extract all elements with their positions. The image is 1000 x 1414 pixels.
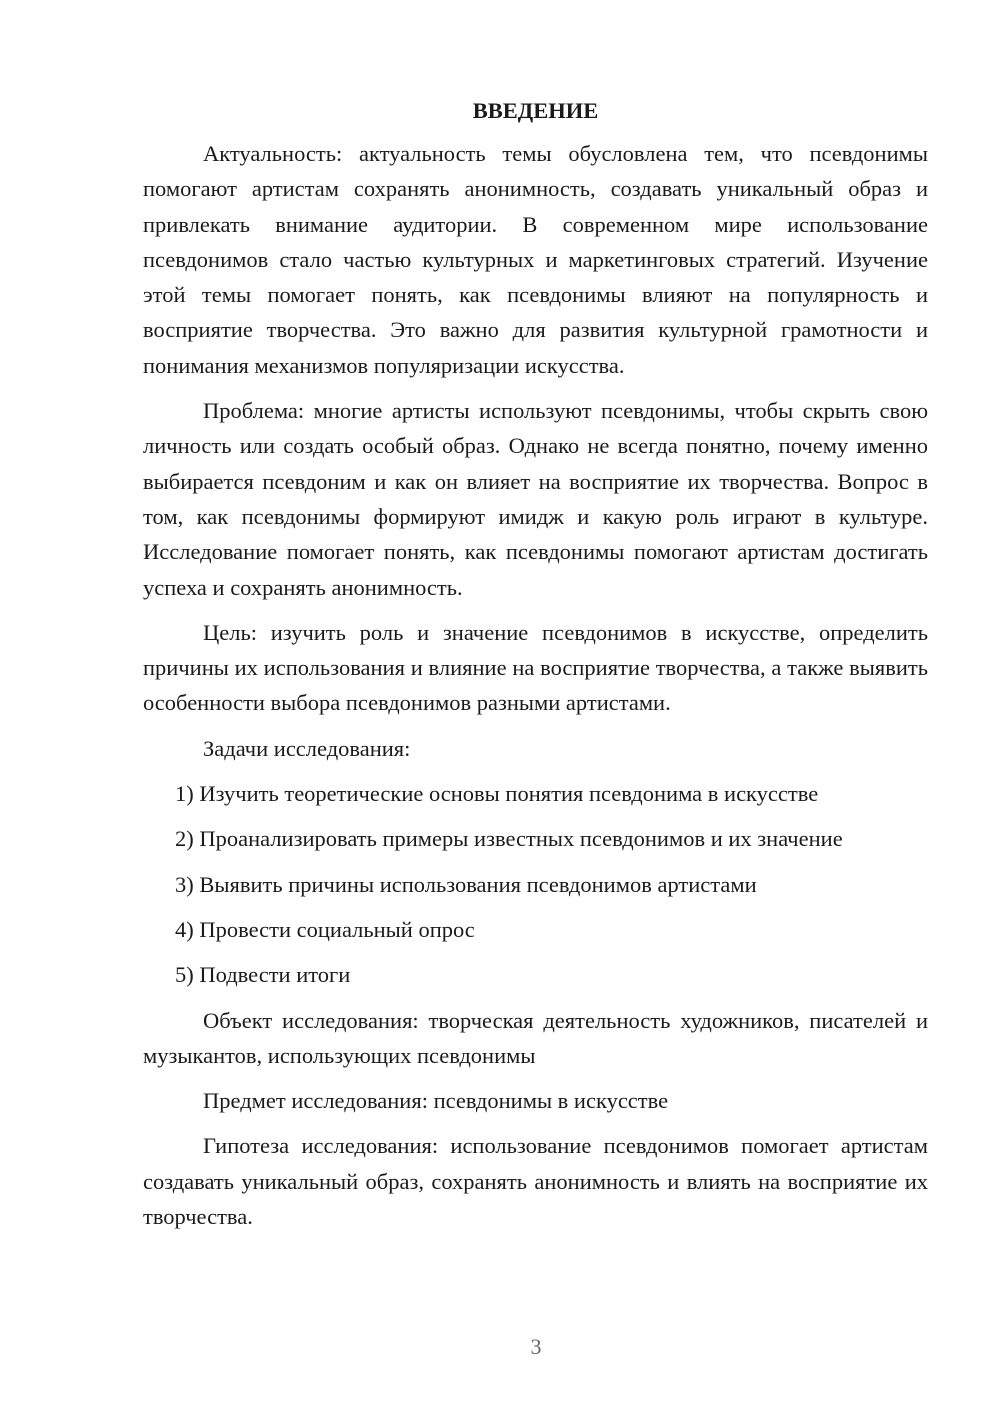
page-title: ВВЕДЕНИЕ <box>472 98 599 123</box>
tasks-heading: Задачи исследования: <box>203 735 411 761</box>
hypothesis-paragraph: Гипотеза исследования: использование псевдонимов помогает артистам создавать уникальный образ, сохранять анонимность и влиять на восприятие их творчества. <box>143 1133 928 1230</box>
problem-paragraph: Проблема: многие артисты используют псевдонимы, чтобы скрыть свою личность или создать особый образ. Однако не всегда понятно, почему именно выбирается псевдоним и как он влияет на восприятие их творчества. Вопрос в том, как псевдонимы формируют имидж и какую роль играют в культуре. Исследование помогает понять, как псевдонимы помогают артистам достигать успеха и сохранять анонимность. <box>143 398 928 600</box>
task-item: 1) Изучить теоретические основы понятия псевдонима в искусстве <box>175 781 819 807</box>
page-number: 3 <box>530 1334 542 1359</box>
task-item: 2) Проанализировать примеры известных псевдонимов и их значение <box>175 826 843 852</box>
task-item: 5) Подвести итоги <box>175 962 351 988</box>
task-item: 3) Выявить причины использования псевдонимов артистами <box>175 871 757 897</box>
page-content <box>143 96 928 1244</box>
tasks-list <box>143 776 928 992</box>
object-paragraph: Объект исследования: творческая деятельность художников, писателей и музыкантов, использующих псевдонимы <box>143 1007 928 1068</box>
subject-paragraph: Предмет исследования: псевдонимы в искусстве <box>203 1088 669 1114</box>
goal-paragraph: Цель: изучить роль и значение псевдонимов в искусстве, определить причины их использования и влияние на восприятие творчества, а также выявить особенности выбора псевдонимов разными артистами. <box>143 619 928 716</box>
relevance-paragraph: Актуальность: актуальность темы обусловлена тем, что псевдонимы помогают артистам сохранять анонимность, создавать уникальный образ и привлекать внимание аудитории. В современном мире использование псевдонимов стало частью культурных и маркетинговых стратегий. Изучение этой темы помогает понять, как псевдонимы влияют на популярность и восприятие творчества. Это важно для развития культурной грамотности и понимания механизмов популяризации искусства. <box>143 141 928 378</box>
task-item: 4) Провести социальный опрос <box>175 916 475 942</box>
